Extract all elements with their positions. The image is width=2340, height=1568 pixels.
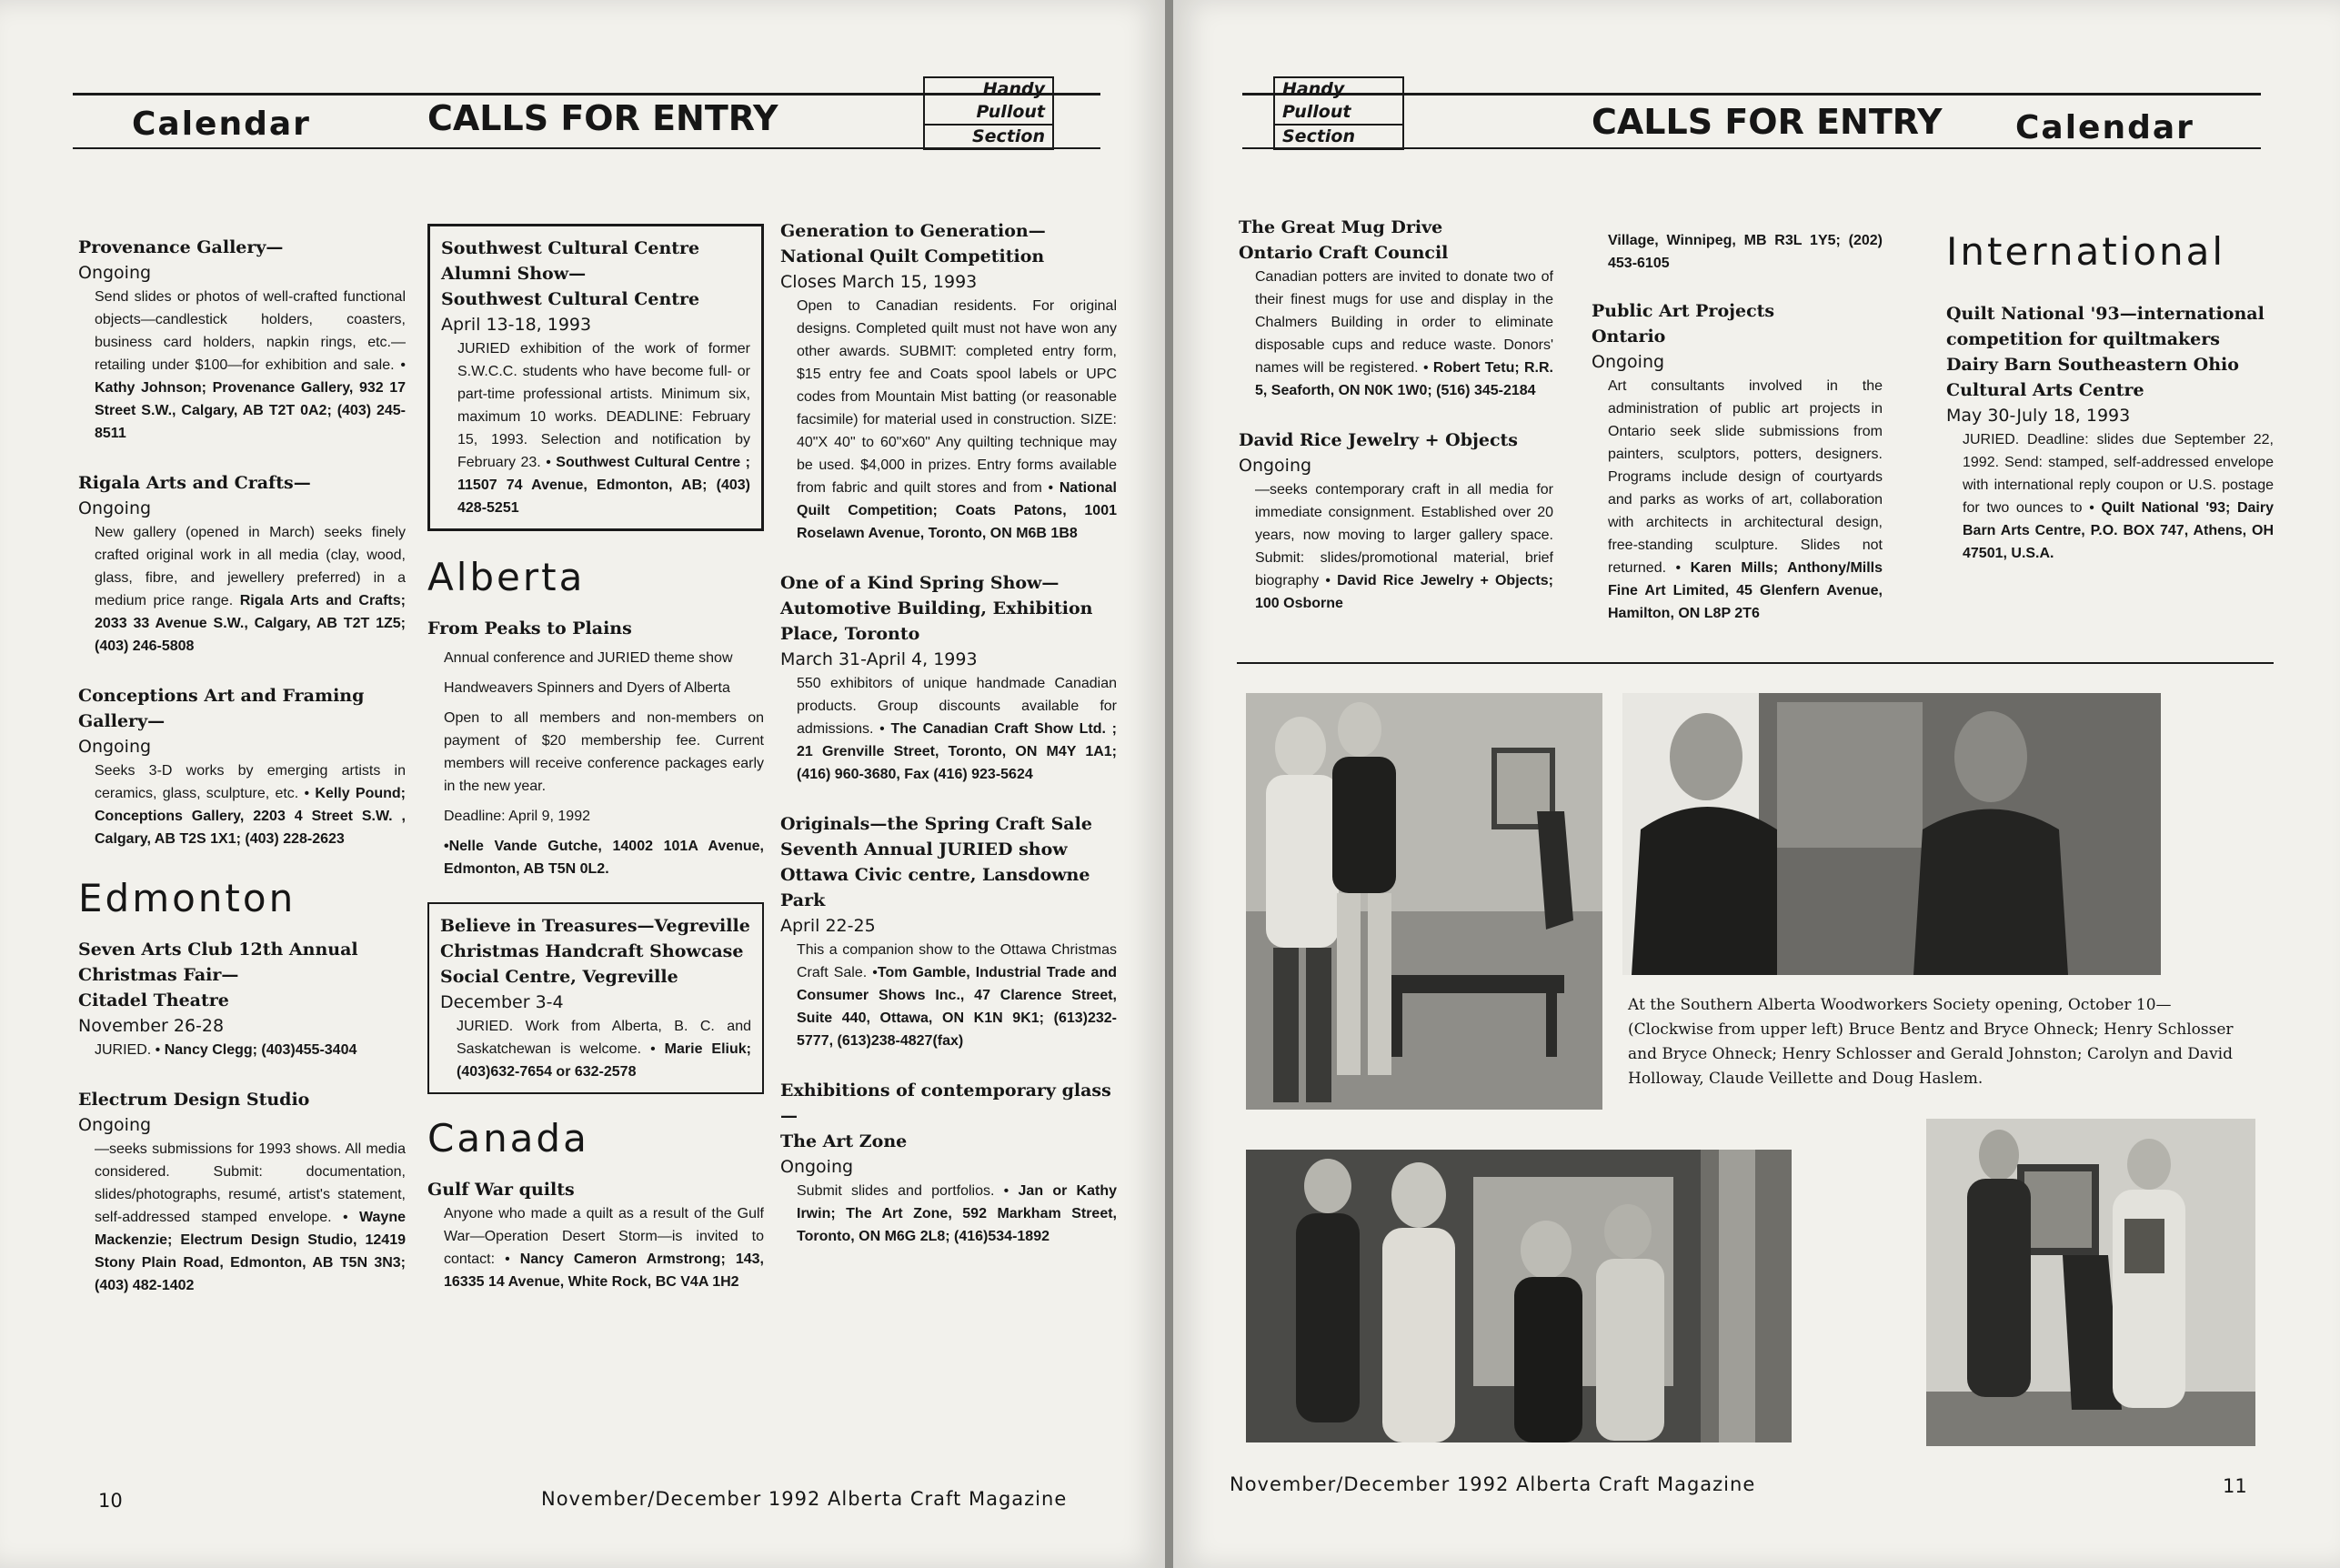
listing-body (780, 939, 1117, 1052)
edmonton-heading: Edmonton (78, 876, 296, 920)
listing-venue: Ontario Craft Council (1239, 243, 1449, 263)
section-label: Section (925, 124, 1052, 148)
listing-text: Submit slides and portfolios. • (797, 1183, 1019, 1199)
listing-body (1592, 375, 1883, 625)
handy-label: Handy (1282, 79, 1345, 99)
pullout-label: Pullout (976, 102, 1045, 122)
listing-body (78, 1039, 406, 1061)
listing-contact: National Quilt Competition; Coats Patons, 1001 Roselawn Avenue, Toronto, ON M6B 1B8 (797, 480, 1117, 541)
listing-electrum (78, 1087, 406, 1297)
page-number: 11 (2223, 1475, 2247, 1497)
listing-date: Ongoing (78, 498, 152, 518)
listing-contact: David Rice Jewelry + Objects; 100 Osborne (1255, 573, 1554, 611)
listing-date: Ongoing (1592, 352, 1665, 372)
gallery-photo-3 (1246, 1150, 1792, 1442)
listing-text: —seeks submissions for 1993 shows. All media considered. Submit: documentation, slides/photographs, resumé, artist's statement, self-addressed stamped envelope. • (95, 1141, 406, 1225)
listing-david-rice (1239, 427, 1553, 615)
section-label: Section (1275, 124, 1402, 148)
listing-body (1239, 478, 1553, 615)
listing-contact: Marie Eliuk; (403)632-7654 or 632-2578 (457, 1041, 751, 1080)
listing-seven-arts (78, 937, 406, 1061)
listing-title: Provenance Gallery— (78, 237, 284, 257)
listing-text: —seeks contemporary craft in all media for immediate consignment. Established over 20 years, now moving to larger gallery space. Submit: slides/promotional material, brief biography • (1255, 482, 1553, 588)
listing-contact: Kathy Johnson; Provenance Gallery, 932 17 Street S.W., Calgary, AB T2T 0A2; (403) 245-8511 (95, 380, 406, 441)
photo-veillette-haslem (1926, 1119, 2255, 1446)
listing-title: Public Art Projects (1592, 301, 1775, 321)
southwest-alumni-box (427, 224, 764, 531)
listing-date: April 22-25 (780, 916, 876, 936)
left-column-3 (780, 218, 1117, 1273)
listing-venue: Citadel Theatre (78, 990, 229, 1010)
listing-date: Closes March 15, 1993 (780, 272, 978, 292)
listing-rigala (78, 470, 406, 658)
gallery-photo-2 (1622, 693, 2161, 975)
listing-originals (780, 811, 1117, 1052)
listing-title: Quilt National '93—international competition for quiltmakers (1946, 304, 2265, 349)
gallery-photo-4 (1926, 1119, 2255, 1446)
listing-title: Gulf War quilts (427, 1180, 575, 1200)
listing-text: JURIED exhibition of the work of former S.W.C.C. students who have become full- or part-time professional artists. Minimum six, maximum 10 works. DEADLINE: February 15, 1993. Selection and notification by February 23. • (457, 341, 750, 470)
listing-art-zone (780, 1078, 1117, 1248)
right-column-3 (1946, 229, 2274, 590)
listing-date: November 26-28 (78, 1016, 225, 1036)
listing-venue: Ottawa Civic centre, Lansdowne Park (780, 865, 1090, 910)
listing-text: Open to Canadian residents. For original designs. Completed quilt must not have won any other awards. SUBMIT: completed entry form, $15 entry fee and Coats spool labels or UPC codes from Mountain Mist batting (or reasonable facsimile) for material used in construction. SIZE: 40"X 40" to 60"x60" Any quilting technique may be used. $4,000 in prizes. Entry forms available from fabric and quilt stores and from • (797, 298, 1117, 496)
listing-body (441, 337, 750, 519)
vegreville-box (427, 902, 764, 1094)
listing-title: David Rice Jewelry + Objects (1239, 430, 1519, 450)
right-column-1 (1239, 215, 1553, 640)
listing-text: JURIED. Deadline: slides due September 22, 1992. Send: stamped, self-addressed envelope with international reply coupon or U.S. postage for two ounces to • (1963, 432, 2274, 516)
listing-date: Ongoing (780, 1157, 854, 1177)
listing-body (78, 759, 406, 850)
listing-text: Canadian potters are invited to donate two of their finest mugs for use and display in the Chalmers Building in order to eliminate disposable cups and reduce waste. Donors' names will be registered. • (1255, 269, 1553, 376)
right-page (1173, 0, 2340, 1568)
listing-body (427, 1202, 764, 1293)
listing-title: One of a Kind Spring Show—Automotive Building, Exhibition Place, Toronto (780, 573, 1093, 644)
listing-gulf-war (427, 1177, 764, 1293)
listing-title: Electrum Design Studio (78, 1090, 310, 1110)
listing-venue: The Art Zone (780, 1131, 908, 1151)
gallery-photo-1 (1246, 693, 1602, 1110)
listing-text: Art consultants involved in the administration of public art projects in Ontario seek slide submissions from painters, sculptors, potters, designers. Programs include design of courtyards and parks as works of art, collaboration with architects in architectural design, free-standing sculpture. Slides not returned. • (1608, 378, 1883, 576)
listing-contact: Nancy Cameron Armstrong; 143, 16335 14 Avenue, White Rock, BC V4A 1H2 (444, 1251, 764, 1290)
listing-provenance (78, 235, 406, 445)
page-number: 10 (98, 1490, 123, 1512)
listing-public-art (1592, 298, 1883, 625)
continued-address: Village, Winnipeg, MB R3L 1Y5; (202) 453-6105 (1608, 233, 1883, 271)
listing-quilt-national (1946, 301, 2274, 565)
calendar-heading: Calendar (132, 106, 311, 143)
listing-title: Conceptions Art and Framing Gallery— (78, 686, 365, 731)
listing-date: April 13-18, 1993 (441, 315, 592, 335)
listing-text: This a companion show to the Ottawa Christmas Craft Sale. • (797, 942, 1117, 980)
listing-body-3: Open to all members and non-members on payment of $20 membership fee. Current members will receive conference packages early in the new year. (444, 710, 764, 794)
listing-title: Southwest Cultural Centre Alumni Show— (441, 238, 700, 284)
photo-schlosser-ohneck (1622, 693, 2161, 975)
listing-venue: Social Centre, Vegreville (440, 967, 678, 987)
canada-heading: Canada (427, 1116, 589, 1161)
right-column-2 (1592, 229, 1883, 650)
listing-contact: Robert Tetu; R.R. 5, Seaforth, ON N0K 1W0; (516) 345-2184 (1255, 360, 1553, 398)
listing-title: Originals—the Spring Craft Sale (780, 814, 1092, 834)
listing-title: Seven Arts Club 12th Annual Christmas Fair— (78, 940, 358, 985)
listing-text: 550 exhibitors of unique handmade Canadian products. Group discounts available for admissions. • (797, 676, 1117, 737)
listing-deadline: Deadline: April 9, 1992 (444, 809, 590, 824)
listing-text: Seeks 3-D works by emerging artists in ceramics, glass, sculpture, etc. • (95, 763, 406, 801)
listing-text: Send slides or photos of well-crafted functional objects—candlestick holders, coasters, business card holders, napkin rings, etc.—retailing under $100—for exhibition and sale. • (95, 289, 406, 373)
calendar-heading: Calendar (2015, 109, 2194, 146)
calls-for-entry-heading: CALLS FOR ENTRY (427, 98, 778, 138)
listing-contact: Wayne Mackenzie; Electrum Design Studio, 12419 Stony Plain Road, Edmonton, AB T5N 3N3; (403) 482-1402 (95, 1210, 406, 1293)
left-column-1 (78, 235, 406, 1322)
listing-contact: The Canadian Craft Show Ltd. ; 21 Grenville Street, Toronto, ON M4Y 1A1; (416) 960-3680, Fax (416) 923-5624 (797, 721, 1117, 782)
listing-text: New gallery (opened in March) seeks finely crafted original work in all media (clay, wood, glass, fibre, and jewellery preferred) in a medium price range. (95, 525, 406, 608)
pullout-label: Pullout (1282, 102, 1351, 122)
listing-contact: Nancy Clegg; (403)455-3404 (164, 1042, 357, 1058)
international-heading: International (1946, 229, 2226, 274)
listing-date: March 31-April 4, 1993 (780, 649, 978, 669)
listing-venue: Southwest Cultural Centre (441, 289, 700, 309)
listing-body (780, 672, 1117, 786)
page-footer: November/December 1992 Alberta Craft Magazine (541, 1488, 1068, 1510)
listing-body (780, 295, 1117, 545)
listing-contact: Quilt National '93; Dairy Barn Arts Centre, P.O. BOX 747, Athens, OH 47501, U.S.A. (1963, 500, 2274, 561)
listing-venue: Ontario (1592, 327, 1666, 347)
listing-generation (780, 218, 1117, 545)
listing-contact: Jan or Kathy Irwin; The Art Zone, 592 Markham Street, Toronto, ON M6G 2L8; (416)534-1892 (797, 1183, 1117, 1244)
left-page (0, 0, 1165, 1568)
listing-one-of-a-kind (780, 570, 1117, 786)
listing-subtitle: Seventh Annual JURIED show (780, 839, 1068, 859)
photo-bentz-ohneck (1246, 693, 1602, 1110)
calls-for-entry-heading: CALLS FOR ENTRY (1592, 102, 1943, 142)
listing-title: Believe in Treasures—Vegreville Christmas Handcraft Showcase (440, 916, 750, 961)
listing-contact: Southwest Cultural Centre ; 11507 74 Avenue, Edmonton, AB; (403) 428-5251 (457, 455, 751, 516)
listing-mug-drive (1239, 215, 1553, 402)
listing-date: Ongoing (78, 1115, 152, 1135)
listing-title: From Peaks to Plains (427, 618, 632, 638)
listing-body (78, 521, 406, 658)
listing-body-1: Annual conference and JURIED theme show (444, 650, 733, 666)
listing-title: Rigala Arts and Crafts— (78, 473, 311, 493)
listing-body (78, 286, 406, 445)
listing-date: Ongoing (1239, 456, 1312, 476)
listing-body (780, 1180, 1117, 1248)
photo-caption: At the Southern Alberta Woodworkers Society opening, October 10—(Clockwise from upper left) Bruce Bentz and Bryce Ohneck; Henry Schlosser and Bryce Ohneck; Henry Schlosser and Gerald Johnston; Carolyn and David Holloway, Claude Veillette and Doug Haslem. (1628, 996, 2234, 1088)
listing-date: May 30-July 18, 1993 (1946, 406, 2131, 426)
listing-peaks-to-plains (427, 616, 764, 880)
photo-holloway-group (1246, 1150, 1792, 1442)
listing-body (1239, 266, 1553, 402)
listing-contact: Kelly Pound; Conceptions Gallery, 2203 4 Street S.W. , Calgary, AB T2S 1X1; (403) 228-2623 (95, 786, 407, 847)
listing-conceptions (78, 683, 406, 850)
handy-pullout-badge (1273, 76, 1404, 150)
listing-contact: Rigala Arts and Crafts; 2033 33 Avenue S.W., Calgary, AB T2T 1Z5; (403) 246-5808 (95, 593, 406, 654)
alberta-heading: Alberta (427, 555, 586, 599)
listing-contact: Tom Gamble, Industrial Trade and Consumer Shows Inc., 47 Clarence Street, Suite 440, Ottawa, ON K1N 9K1; (613)232-5777, (613)238-4827(fax) (797, 965, 1117, 1049)
listing-title: The Great Mug Drive (1239, 217, 1443, 237)
photo-section-rule (1237, 662, 2274, 664)
listing-venue: Dairy Barn Southeastern Ohio Cultural Arts Centre (1946, 355, 2239, 400)
handy-label: Handy (982, 79, 1045, 99)
listing-date: Ongoing (78, 737, 152, 757)
page-footer: November/December 1992 Alberta Craft Magazine (1230, 1473, 1756, 1495)
left-column-2 (427, 224, 764, 1319)
handy-pullout-badge (923, 76, 1054, 150)
listing-body-2: Handweavers Spinners and Dyers of Alberta (444, 680, 730, 696)
listing-contact: Karen Mills; Anthony/Mills Fine Art Limited, 45 Glenfern Avenue, Hamilton, ON L8P 2T6 (1608, 560, 1883, 621)
listing-body (440, 1015, 751, 1083)
listing-text: JURIED. Work from Alberta, B. C. and Saskatchewan is welcome. • (457, 1019, 751, 1057)
listing-title: Generation to Generation—National Quilt Competition (780, 221, 1046, 266)
listing-contact: •Nelle Vande Gutche, 14002 101A Avenue, Edmonton, AB T5N 0L2. (444, 839, 764, 877)
listing-body (78, 1138, 406, 1297)
listing-date: Ongoing (78, 263, 152, 283)
listing-title: Exhibitions of contemporary glass— (780, 1081, 1111, 1126)
listing-text: Anyone who made a quilt as a result of the Gulf War—Operation Desert Storm—is invited to contact: • (444, 1206, 764, 1267)
listing-text: JURIED. • (95, 1042, 165, 1058)
listing-date: December 3-4 (440, 992, 564, 1012)
listing-body (1946, 428, 2274, 565)
